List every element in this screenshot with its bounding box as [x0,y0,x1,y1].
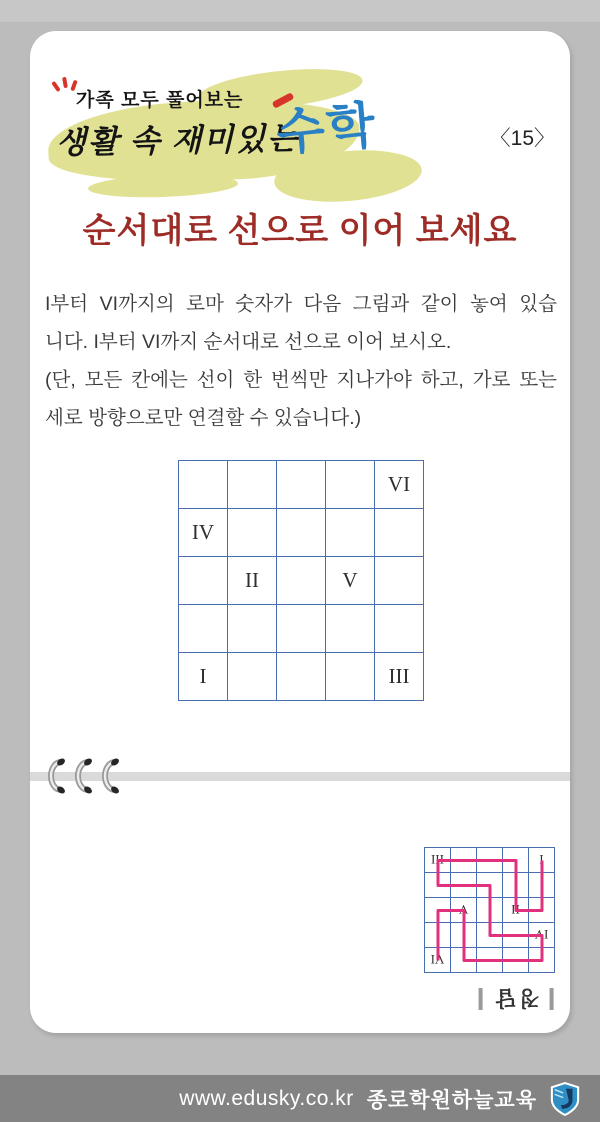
puzzle-grid [178,460,424,701]
roman-numeral-VI: VI [430,952,445,968]
series-logo [48,71,428,211]
grid-cell-r1c4 [374,508,423,556]
logo-subject: 수학 [274,96,380,162]
accent-tick [51,81,61,92]
roman-numeral-I: I [199,664,207,688]
grid-cell-r3c2 [477,873,503,898]
grid-cell-r3c0 [529,873,555,898]
grid-cell-r4c4 [374,652,423,700]
grid-cell-r2c1 [227,556,276,604]
background-top-strip [0,0,600,22]
page-number: 〈15〉 [489,127,555,150]
grid-cell-r1c3 [451,923,477,948]
grid-cell-r3c1 [503,873,529,898]
page-title: 순서대로 선으로 이어 보세요 [82,213,518,250]
accent-tick [62,77,68,89]
grid-cell-r1c4 [425,923,451,948]
grid-cell-r3c3 [451,873,477,898]
grid-cell-r1c2 [276,508,325,556]
binding-ring-icon [78,757,93,795]
grid-cell-r3c3 [325,604,374,652]
grid-cell-r0c1 [227,460,276,508]
grid-cell-r0c4 [374,460,423,508]
instruction-line: (단, 모든 칸에는 선이 한 번씩만 지나가야 하고, 가로 또는 [45,369,557,391]
grid-cell-r2c0 [529,898,555,923]
roman-numeral-V: V [458,902,469,918]
grid-cell-r2c4 [425,898,451,923]
grid-cell-r3c0 [178,604,227,652]
grid-cell-r1c0 [178,508,227,556]
logo-tagline: 가족 모두 풀어보는 [76,90,244,111]
roman-numeral-III: III [431,852,444,868]
roman-numeral-VI: VI [387,472,411,496]
grid-cell-r0c3 [451,948,477,973]
binding-ring-icon [105,757,120,795]
grid-cell-r4c4 [425,848,451,873]
grid-cell-r2c1 [503,898,529,923]
grid-cell-r3c2 [276,604,325,652]
brand-shield-logo-icon [550,1081,580,1117]
grid-cell-r4c3 [451,848,477,873]
roman-numeral-II: II [511,902,520,918]
answer-label-text: 정답 [493,986,540,1009]
roman-numeral-I: I [539,852,544,868]
worksheet-card [30,31,570,1033]
roman-numeral-IV: IV [191,520,215,544]
grid-cell-r2c4 [374,556,423,604]
instruction-line: I부터 VI까지의 로마 숫자가 다음 그림과 같이 놓여 있습 [45,293,557,315]
instructions [45,285,557,437]
roman-numeral-II: II [245,568,259,592]
grid-cell-r2c3 [451,898,477,923]
grid-cell-r2c0 [178,556,227,604]
grid-cell-r0c2 [477,948,503,973]
grid-cell-r1c1 [503,923,529,948]
grid-cell-r4c1 [227,652,276,700]
grid-cell-r3c4 [425,873,451,898]
footer-url: www.edusky.co.kr [179,1086,354,1110]
answer-label-bar [479,988,483,1010]
footer-bar [0,1075,600,1122]
logo-series-name: 생활 속 재미있는 [55,120,300,161]
grid-cell-r1c1 [227,508,276,556]
binding-ring-icon [51,757,66,795]
grid-cell-r0c3 [325,460,374,508]
grid-cell-r0c4 [425,948,451,973]
grid-cell-r2c2 [477,898,503,923]
instruction-line: 세로 방향으로만 연결할 수 있습니다.) [45,407,362,429]
grid-cell-r4c1 [503,848,529,873]
grid-cell-r4c0 [529,848,555,873]
instruction-line: 니다. I부터 VI까지 순서대로 선으로 이어 보시오. [45,331,452,353]
grid-cell-r1c3 [325,508,374,556]
roman-numeral-III: III [388,664,410,688]
grid-cell-r0c2 [276,460,325,508]
answer-grid-rotated [424,847,555,973]
answer-label-bar [550,988,554,1010]
grid-cell-r2c2 [276,556,325,604]
grid-cell-r4c3 [325,652,374,700]
grid-cell-r2c3 [325,556,374,604]
grid-cell-r0c0 [178,460,227,508]
grid-cell-r3c4 [374,604,423,652]
spiral-binding-icon [42,757,126,797]
grid-cell-r0c1 [503,948,529,973]
grid-cell-r1c0 [529,923,555,948]
roman-numeral-IV: IV [534,927,549,943]
grid-cell-r0c0 [529,948,555,973]
footer-brand: 종로학원하늘교육 [366,1088,537,1112]
grid-cell-r4c2 [276,652,325,700]
roman-numeral-V: V [342,568,358,592]
grid-cell-r3c1 [227,604,276,652]
grid-cell-r1c2 [477,923,503,948]
grid-cell-r4c2 [477,848,503,873]
answer-grid [424,847,555,973]
grid-cell-r4c0 [178,652,227,700]
answer-label [479,984,554,1014]
